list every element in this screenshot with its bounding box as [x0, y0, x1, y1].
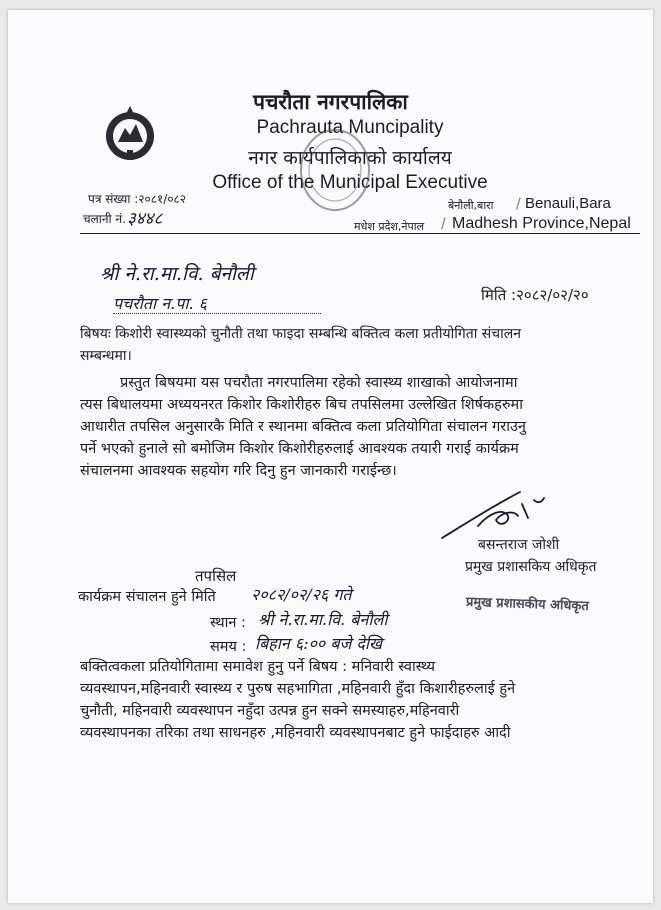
signatory-name: बसन्तराज जोशी: [478, 537, 560, 553]
topics-line-2: व्यवस्थापन,महिनवारी स्वास्थ्य र पुरुष सहभागिता ,महिनवारी हुँदा किशारीहरुलाई हुने: [80, 681, 516, 697]
topics-line-3: चुनौती, महिनवारी व्यवस्थापन नहुँदा उत्पन्न हुन सक्ने समस्याहरु,महिनवारी: [80, 703, 460, 719]
address-en: Benauli,Bara: [525, 195, 611, 212]
province-separator: /: [441, 216, 446, 232]
officer-stamp: प्रमुख प्रशासकीय अधिकृत: [465, 594, 590, 615]
schedule-date-label: कार्यक्रम संचालन हुने मिति: [78, 589, 216, 605]
office-seal-stamp: [296, 126, 374, 214]
province-en: Madhesh Province,Nepal: [452, 215, 631, 232]
address-separator: /: [516, 196, 521, 212]
schedule-time-label: समय :: [210, 639, 247, 655]
schedule-place-value: श्री ने.रा.मा.वि. बेनौली: [258, 610, 388, 629]
body-line-3: आधारीत तपसिल अनुसारकै मिति र स्थानमा बक्तित्व कला प्रतियोगिता संचालन गराउनु: [80, 419, 526, 435]
province-np: मधेश प्रदेश,नेपाल: [354, 220, 425, 233]
header-divider: [80, 233, 640, 234]
topics-line-1: बक्तित्वकला प्रतियोगितामा समावेश हुनु पर्ने बिषय : मनिवारी स्वास्थ्य: [80, 659, 436, 675]
dispatch-number-label: चलानी नं.: [83, 212, 126, 226]
schedule-time-value: बिहान ६:०० बजे देखि: [255, 634, 383, 653]
subject-line-2: सम्बन्धमा।: [80, 348, 132, 364]
topics-line-4: व्यवस्थापनका तरिका तथा साधनहरु ,महिनवारी व्यवस्थापनबाट हुने फाईदाहरु आदी: [80, 725, 511, 741]
office-name-en: Office of the Municipal Executive: [212, 172, 488, 193]
municipality-name-en: Pachrauta Muncipality: [256, 117, 444, 138]
body-line-2: त्यस बिधालयमा अध्ययनरत किशोर किशोरीहरु बिच तपसिलमा उल्लेखित शिर्षकहरुमा: [80, 397, 523, 413]
body-line-4: पर्ने भएकाे हुनाले सो बमोजिम किशोर किशोरीहरुलाई आवश्यक तयारी गराई कार्यक्रम: [80, 441, 519, 457]
body-line-5: संचालनमा आवश्यक सहयोग गरि दिनु हुन जानकारी गराईन्छ।: [80, 463, 397, 479]
body-line-1: प्रस्तुत बिषयमा यस पचरौता नगरपालिमा रहेको स्वास्थ्य शाखाको आयोजनामा: [120, 375, 518, 391]
office-name-np: नगर कार्यपालिकाको कार्यालय: [248, 147, 452, 169]
address-np: बेनौली,बारा: [448, 199, 494, 212]
letter-number: पत्र संख्या :२०८१/०८२: [88, 192, 187, 206]
schedule-date-value: २०८२/०२/२६ गते: [251, 585, 352, 604]
schedule-heading: तपसिल: [195, 567, 237, 585]
recipient-line-1: श्री ने.रा.मा.वि. बेनौली: [100, 263, 254, 285]
recipient-underline: [113, 313, 321, 314]
schedule-place-label: स्थान :: [210, 615, 246, 631]
dispatch-number-value: ३४४८: [127, 209, 163, 229]
subject-line-1: बिषयः किशोरी स्वास्थ्यको चुनौती तथा फाइदा सम्बन्धि बक्तित्व कला प्रतीयोगिता संचालन: [80, 326, 522, 342]
signatory-title: प्रमुख प्रशासकिय अधिकृत: [465, 559, 597, 575]
municipality-name-np: पचरौता नगरपालिका: [253, 90, 408, 114]
recipient-line-2: पचरौता न.पा. ६: [113, 294, 207, 313]
letter-date: मिति :२०८२/०२/२०: [481, 286, 589, 304]
